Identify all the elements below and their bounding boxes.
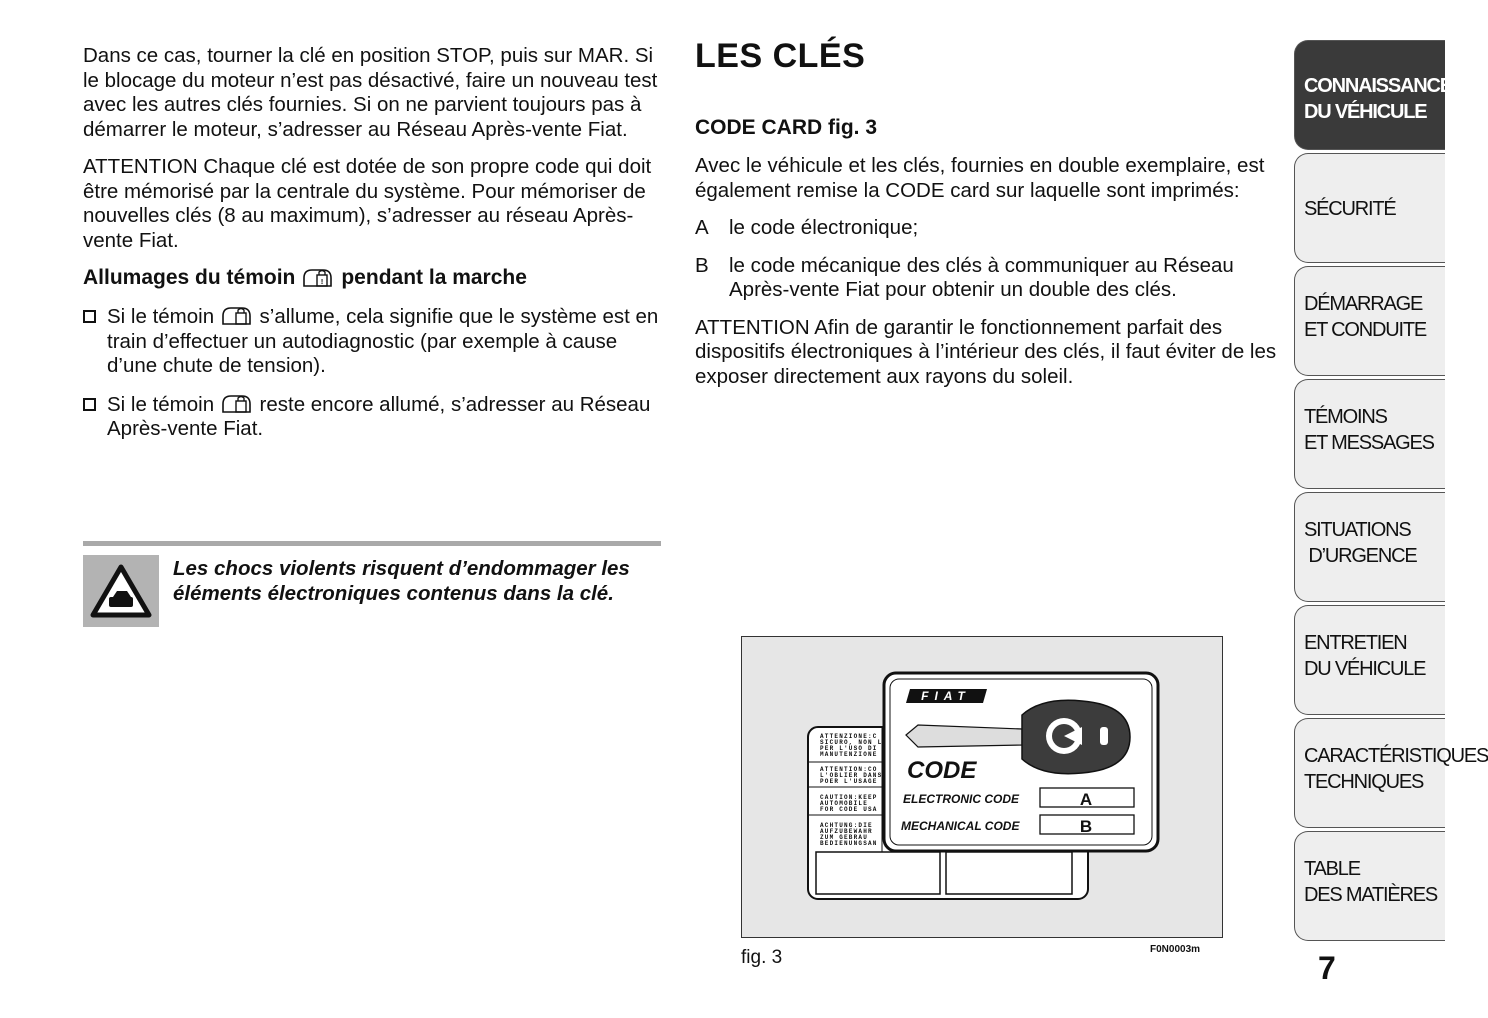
svg-text:FIAT: FIAT [921, 689, 971, 703]
tab-label: DES MATIÈRES [1304, 884, 1438, 906]
tab-label: ET CONDUITE [1304, 319, 1426, 341]
bullet-item-2 [83, 392, 663, 442]
checkbox-bullet-icon [83, 310, 96, 323]
tab-label: DÉMARRAGE [1304, 293, 1423, 315]
svg-text:ATTENTION:CO: ATTENTION:CO [820, 766, 878, 773]
tab-entretien-du-vehicule[interactable] [1294, 605, 1445, 715]
tab-label: ET MESSAGES [1304, 432, 1434, 454]
tab-caracteristiques-techniques[interactable] [1294, 718, 1488, 828]
tab-connaissance-du-vehicule[interactable] [1294, 40, 1452, 150]
tab-temoins-et-messages[interactable] [1294, 379, 1445, 489]
attention-paragraph: ATTENTION Afin de garantir le fonctionnement parfait des dispositifs électroniques à l’intérieur des clés, il faut éviter de les exposer directement aux rayons du soleil. [695, 315, 1277, 388]
warning-text: Les chocs violents risquent d’endommager les éléments électroniques contenus dans la clé. [173, 557, 630, 605]
subheading [83, 266, 663, 290]
mechanical-code-value: B [1079, 817, 1093, 836]
list-marker: A [695, 216, 709, 239]
tab-label: ENTRETIEN [1304, 632, 1407, 654]
fiat-logo [906, 689, 987, 703]
svg-text:ATTENZIONE:C: ATTENZIONE:C [820, 733, 878, 740]
list-marker: B [695, 253, 709, 277]
svg-text:ACHTUNG:DIE: ACHTUNG:DIE [820, 822, 873, 829]
svg-text:FOR CODE USA: FOR CODE USA [820, 806, 878, 813]
svg-text:AUTOMOBILE: AUTOMOBILE [820, 800, 869, 807]
electronic-code-value: A [1079, 790, 1093, 809]
intro-paragraph: Avec le véhicule et les clés, fournies en double exemplaire, est également remise la CODE card sur laquelle sont imprimés: [695, 154, 1265, 202]
tab-securite[interactable] [1294, 153, 1445, 263]
subheading-end: pendant la marche [341, 266, 527, 289]
electronic-code-label: ELECTRONIC CODE [903, 792, 1020, 806]
page-number: 7 [1318, 950, 1336, 986]
list-text: le code électronique; [729, 216, 919, 239]
svg-text:SICURO, NON L: SICURO, NON L [820, 739, 883, 746]
tab-situations-d-urgence[interactable] [1294, 492, 1445, 602]
svg-text:BEDIENUNGSAN: BEDIENUNGSAN [820, 840, 878, 847]
svg-text:L'OBLIER DANS: L'OBLIER DANS [820, 772, 883, 779]
list-item [695, 254, 1285, 303]
immobilizer-warning-icon [220, 304, 254, 328]
warning-divider [83, 541, 661, 546]
tab-label: CONNAISSANCE [1304, 75, 1452, 97]
tab-label: TÉMOINS [1304, 406, 1387, 428]
tab-label: SITUATIONS [1304, 519, 1411, 541]
code-card-illustration [742, 637, 1222, 937]
paragraph-1: Dans ce cas, tourner la clé en position STOP, puis sur MAR. Si le blocage du moteur n’est pas désactivé, faire un nouveau test avec les autres clés fournies. Si on ne parvient toujours pas à démarrer le moteur, s’adresser au Réseau Après-vente Fiat. [83, 44, 658, 141]
list-item [695, 216, 1285, 241]
svg-text:CAUTION:KEEP: CAUTION:KEEP [820, 794, 878, 801]
main-column [695, 36, 1285, 402]
tab-label: TECHNIQUES [1304, 771, 1424, 793]
immobilizer-warning-icon [301, 266, 335, 290]
bullet-2-start: Si le témoin [107, 392, 215, 416]
tab-label: D’URGENCE [1304, 545, 1417, 567]
svg-text:POER L'USAGE: POER L'USAGE [820, 778, 878, 785]
left-column [83, 44, 663, 455]
tab-demarrage-et-conduite[interactable] [1294, 266, 1445, 376]
tab-label: TABLE [1304, 858, 1360, 880]
svg-text:MANUTENZIONE: MANUTENZIONE [820, 751, 878, 758]
section-heading: CODE CARD fig. 3 [695, 116, 878, 139]
checkbox-bullet-icon [83, 398, 96, 411]
figure-reference: F0N0003m [1150, 944, 1201, 955]
svg-text:ZUM GEBRAU: ZUM GEBRAU [820, 834, 869, 841]
tab-label: DU VÉHICULE [1304, 658, 1426, 680]
code-heading: CODE [907, 757, 977, 784]
code-card-figure [741, 636, 1223, 938]
warning-triangle-icon [83, 555, 159, 627]
svg-text:!: ! [321, 279, 324, 286]
svg-text:PER L'USO DI: PER L'USO DI [820, 745, 878, 752]
bullet-1-end: s’allume, cela signifie que le système est en train d’effectuer un autodiagnostic (par exemple à cause d’une chute de tension). [107, 305, 659, 377]
svg-text:AUFZUBEWAHR: AUFZUBEWAHR [820, 828, 873, 835]
page-title: LES CLÉS [695, 37, 866, 75]
list-text: le code mécanique des clés à communiquer au Réseau Après-vente Fiat pour obtenir un double des clés. [729, 253, 1234, 301]
chapter-tabs [1294, 40, 1488, 944]
bullet-1-start: Si le témoin [107, 305, 215, 328]
tab-label: DU VÉHICULE [1304, 101, 1427, 123]
mechanical-code-label: MECHANICAL CODE [901, 819, 1020, 833]
bullet-2-end: reste encore allumé, s’adresser au Réseau Après-vente Fiat. [107, 392, 651, 440]
immobilizer-warning-icon [220, 392, 254, 416]
tab-label: CARACTÉRISTIQUES [1304, 745, 1488, 767]
tab-label: SÉCURITÉ [1304, 198, 1396, 220]
bullet-item-1 [83, 304, 663, 379]
paragraph-2: ATTENTION Chaque clé est dotée de son propre code qui doit être mémorisé par la centrale du système. Pour mémoriser de nouvelles clés (8 au maximum), s’adresser au réseau Après-vente Fiat. [83, 155, 652, 252]
subheading-start: Allumages du témoin [83, 266, 296, 289]
tab-table-des-matieres[interactable] [1294, 831, 1445, 941]
figure-caption: fig. 3 [741, 947, 783, 968]
